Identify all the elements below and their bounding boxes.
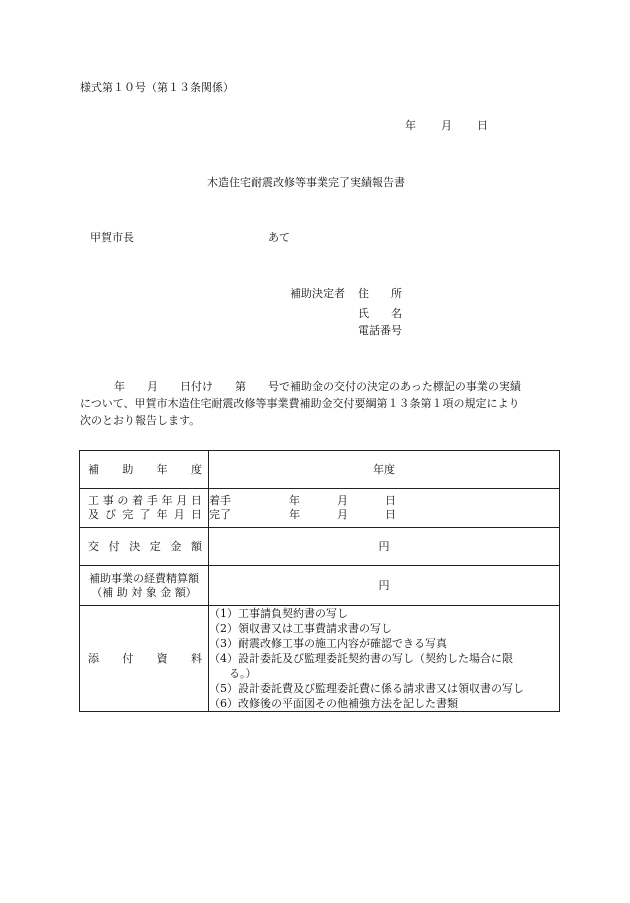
attachments-list — [209, 606, 560, 712]
body-line-2: について、甲賀市木造住宅耐震改修等事業費補助金交付要綱第１３条第１項の規定により — [80, 397, 520, 410]
addressee-city: 甲賀市長 — [90, 231, 134, 244]
expense-row — [80, 566, 560, 606]
applicant-phone-label: 電話番号 — [358, 324, 402, 337]
grant-amount-value[interactable]: 円 — [209, 528, 560, 566]
end-date: 完了 年 月 日 — [209, 508, 396, 521]
applicant-name-label: 氏 名 — [358, 307, 402, 320]
grant-amount-row — [80, 528, 560, 566]
applicant-label: 補助決定者 — [290, 287, 345, 300]
body-line-3: 次のとおり報告します。 — [80, 414, 201, 427]
list-item: （4）設計委託及び監理委託契約書の写し（契約した場合に限 — [209, 652, 513, 665]
fiscal-year-label: 補 助 年 度 — [80, 451, 209, 489]
report-body — [80, 378, 558, 429]
expense-label: 補助事業の経費精算額 （補 助 対 象 金 額） — [80, 566, 209, 606]
work-dates-row — [80, 489, 560, 528]
attachments-label: 添 付 資 料 — [80, 606, 209, 712]
work-dates-label: 工 事 の 着 手 年 月 日 及 び 完 了 年 月 日 — [80, 489, 209, 528]
attachments-row — [80, 606, 560, 712]
document-title: 木造住宅耐震改修等事業完了実績報告書 — [207, 176, 405, 189]
fiscal-year-row — [80, 451, 560, 489]
date-year: 年 — [405, 119, 416, 132]
list-item: （2）領収書又は工事費請求書の写し — [209, 622, 392, 635]
date-month: 月 — [441, 119, 452, 132]
list-item: （3）耐震改修工事の施工内容が確認できる写真 — [209, 637, 447, 650]
list-item: （1）工事請負契約書の写し — [209, 607, 348, 620]
fiscal-year-value[interactable]: 年度 — [209, 451, 560, 489]
form-number: 様式第１０号（第１３条関係） — [80, 81, 234, 94]
date-line — [405, 119, 488, 133]
list-item: （5）設計委託費及び監理委託費に係る請求書又は領収書の写し — [209, 682, 524, 695]
start-date: 着手 年 月 日 — [209, 494, 396, 507]
addressee-suffix: あて — [268, 231, 290, 244]
work-dates-value[interactable] — [209, 489, 560, 528]
expense-value[interactable]: 円 — [209, 566, 560, 606]
list-item: る。） — [229, 667, 257, 680]
report-table — [79, 450, 560, 712]
body-line-1: 年 月 日付け 第 号で補助金の交付の決定のあった標記の事業の実績 — [114, 380, 521, 393]
list-item: （6）改修後の平面図その他補強方法を記した書類 — [209, 697, 458, 710]
applicant-address-label: 住 所 — [358, 287, 402, 300]
date-day: 日 — [477, 119, 488, 132]
grant-amount-label: 交 付 決 定 金 額 — [80, 528, 209, 566]
